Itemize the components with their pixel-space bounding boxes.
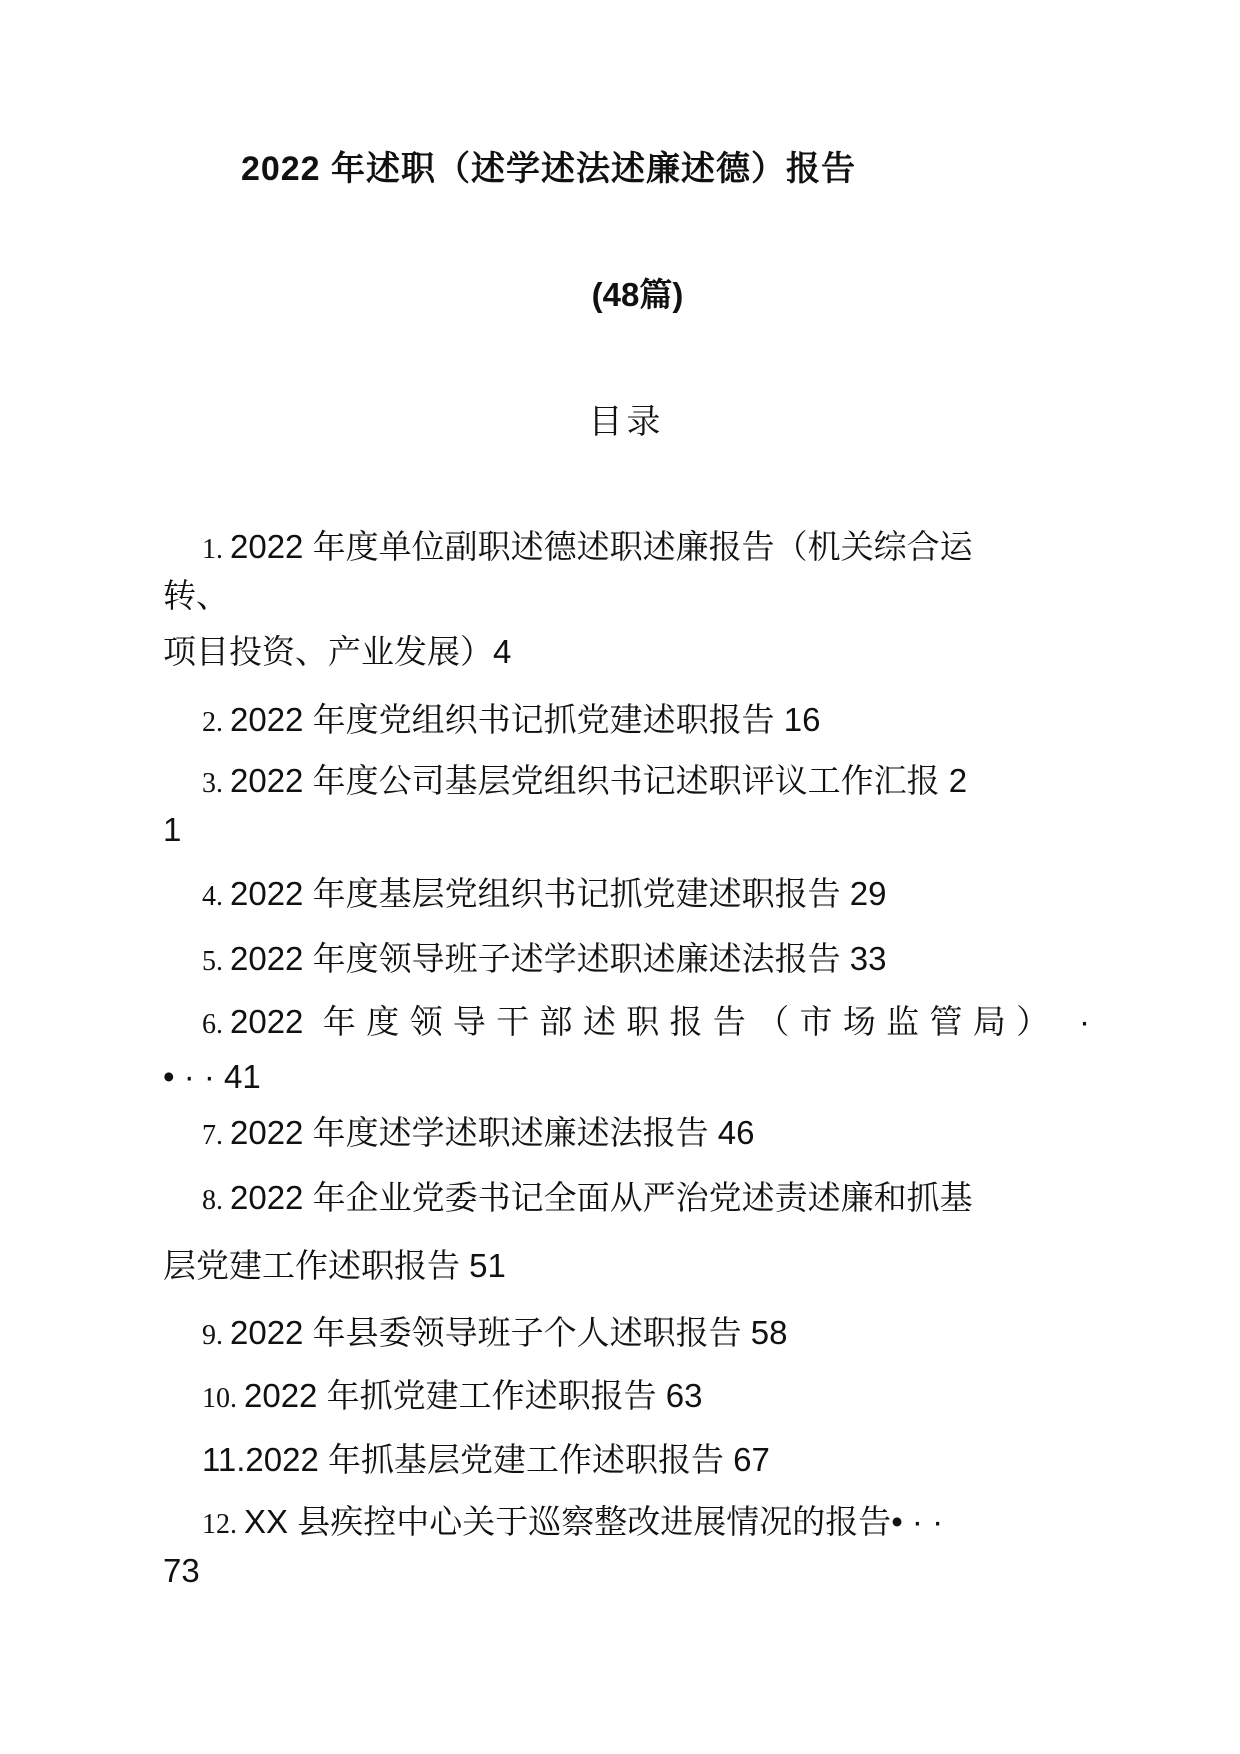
toc-line	[163, 1437, 1090, 1483]
toc-line	[163, 1243, 1090, 1289]
toc-line-text: 2022 年度领导干部述职报告（市场监管局） ·	[230, 1003, 1090, 1040]
toc-line	[163, 1175, 1090, 1224]
toc-line-text: 73	[163, 1552, 200, 1589]
toc-line-text: 2022 年度述学述职述廉述法报告 46	[230, 1114, 755, 1151]
toc-line-number: 8.	[202, 1185, 223, 1216]
toc-line	[163, 697, 1090, 746]
toc-heading: 目录	[588, 403, 665, 441]
toc-line-text: 1	[163, 811, 182, 848]
article-count: (48篇)	[591, 276, 684, 313]
toc-line-text: 层党建工作述职报告 51	[163, 1247, 506, 1284]
toc-line-number: 4.	[202, 881, 223, 912]
toc-line-text: 项目投资、产业发展）4	[163, 633, 512, 670]
toc-line	[163, 1054, 1090, 1100]
toc-line	[163, 807, 1090, 853]
toc-line	[163, 936, 1090, 985]
toc-line	[163, 524, 1090, 573]
toc-line-number: 12.	[202, 1509, 237, 1540]
toc-line-text: 2022 年度领导班子述学述职述廉述法报告 33	[230, 940, 887, 977]
toc-line-number: 1.	[202, 534, 223, 565]
toc-line-text: 2022 年度公司基层党组织书记述职评议工作汇报 2	[230, 762, 968, 799]
toc-line-text: 11.2022 年抓基层党建工作述职报告 67	[202, 1441, 770, 1478]
toc-line-text: 2022 年抓党建工作述职报告 63	[244, 1377, 703, 1414]
toc-line-number: 7.	[202, 1120, 223, 1151]
toc-line-number: 3.	[202, 768, 223, 799]
toc-line	[163, 1548, 1090, 1594]
toc-line	[163, 1373, 1090, 1422]
toc-line-number: 6.	[202, 1009, 223, 1040]
toc-line	[163, 1310, 1090, 1359]
toc-line-number: 10.	[202, 1383, 237, 1414]
toc-line	[163, 1499, 1090, 1548]
toc-line	[163, 758, 1090, 807]
toc-line-text: XX 县疾控中心关于巡察整改进展情况的报告• · ·	[244, 1503, 944, 1540]
toc-line-text: • · · 41	[163, 1058, 261, 1095]
toc-line-text: 转、	[163, 577, 229, 614]
toc-line	[163, 871, 1090, 920]
toc-line	[163, 999, 1090, 1048]
toc-line-text: 2022 年度党组织书记抓党建述职报告 16	[230, 701, 821, 738]
toc-line-text: 2022 年度单位副职述德述职述廉报告（机关综合运	[230, 528, 973, 565]
toc-line-text: 2022 年企业党委书记全面从严治党述责述廉和抓基	[230, 1179, 973, 1216]
toc-line-text: 2022 年县委领导班子个人述职报告 58	[230, 1314, 788, 1351]
toc-line-number: 5.	[202, 946, 223, 977]
document-title: 2022 年述职（述学述法述廉述德）报告	[240, 150, 857, 188]
toc-line	[163, 1110, 1090, 1159]
toc-line	[163, 573, 1090, 619]
toc-line-number: 9.	[202, 1320, 223, 1351]
toc-line-number: 2.	[202, 707, 223, 738]
toc-line	[163, 629, 1090, 675]
toc-line-text: 2022 年度基层党组织书记抓党建述职报告 29	[230, 875, 887, 912]
toc-list	[163, 524, 1090, 1594]
